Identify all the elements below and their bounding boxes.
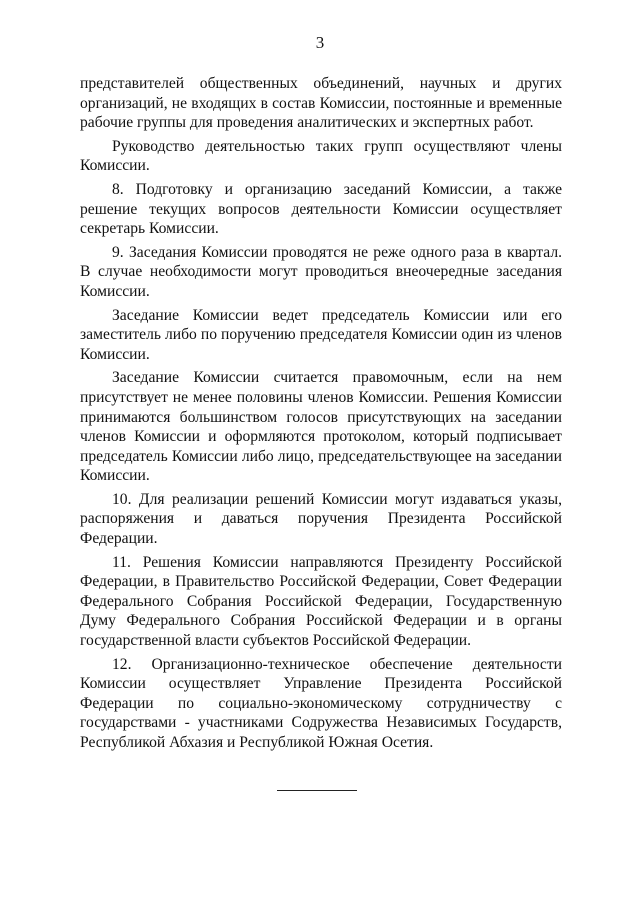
- paragraph-group-leadership: Руководство деятельностью таких групп осуществляют члены Комиссии.: [80, 137, 562, 175]
- paragraph-item-11: 11. Решения Комиссии направляются Президенту Российской Федерации, в Правительство Российской Федерации, Совет Федерации Федерального Собрания Российской Федерации, Государственную Думу Федерального Собрания Российской Федерации и в органы государственной власти субъектов Российской Федерации.: [80, 553, 562, 650]
- paragraph-item-8: 8. Подготовку и организацию заседаний Комиссии, а также решение текущих вопросов деятельности Комиссии осуществляет секретарь Комиссии.: [80, 180, 562, 238]
- paragraph-meeting-chair: Заседание Комиссии ведет председатель Комиссии или его заместитель либо по поручению председателя Комиссии один из членов Комиссии.: [80, 306, 562, 363]
- document-body: [80, 74, 562, 757]
- paragraph-item-12: 12. Организационно-техническое обеспечение деятельности Комиссии осуществляет Управление Президента Российской Федерации по социально-экономическому сотрудничеству с государствами - участниками Содружества Независимых Государств, Республикой Абхазия и Республикой Южная Осетия.: [80, 655, 562, 751]
- end-of-document-rule: [277, 790, 357, 791]
- page-number: 3: [315, 33, 325, 52]
- paragraph-quorum: Заседание Комиссии считается правомочным, если на нем присутствует не менее половины членов Комиссии. Решения Комиссии принимаются большинством голосов присутствующих на заседании членов Комиссии и оформляются протоколом, который подписывает председатель Комиссии либо лицо, председательствующее на заседании Комиссии.: [80, 369, 562, 485]
- paragraph-item-10: 10. Для реализации решений Комиссии могут издаваться указы, распоряжения и даваться поручения Президента Российской Федерации.: [80, 490, 562, 548]
- paragraph-item-9: 9. Заседания Комиссии проводятся не реже одного раза в квартал. В случае необходимости могут проводиться внеочередные заседания Комиссии.: [80, 243, 562, 300]
- paragraph-continuation: представителей общественных объединений, научных и других организаций, не входящих в состав Комиссии, постоянные и временные рабочие группы для проведения аналитических и экспертных работ.: [80, 75, 562, 132]
